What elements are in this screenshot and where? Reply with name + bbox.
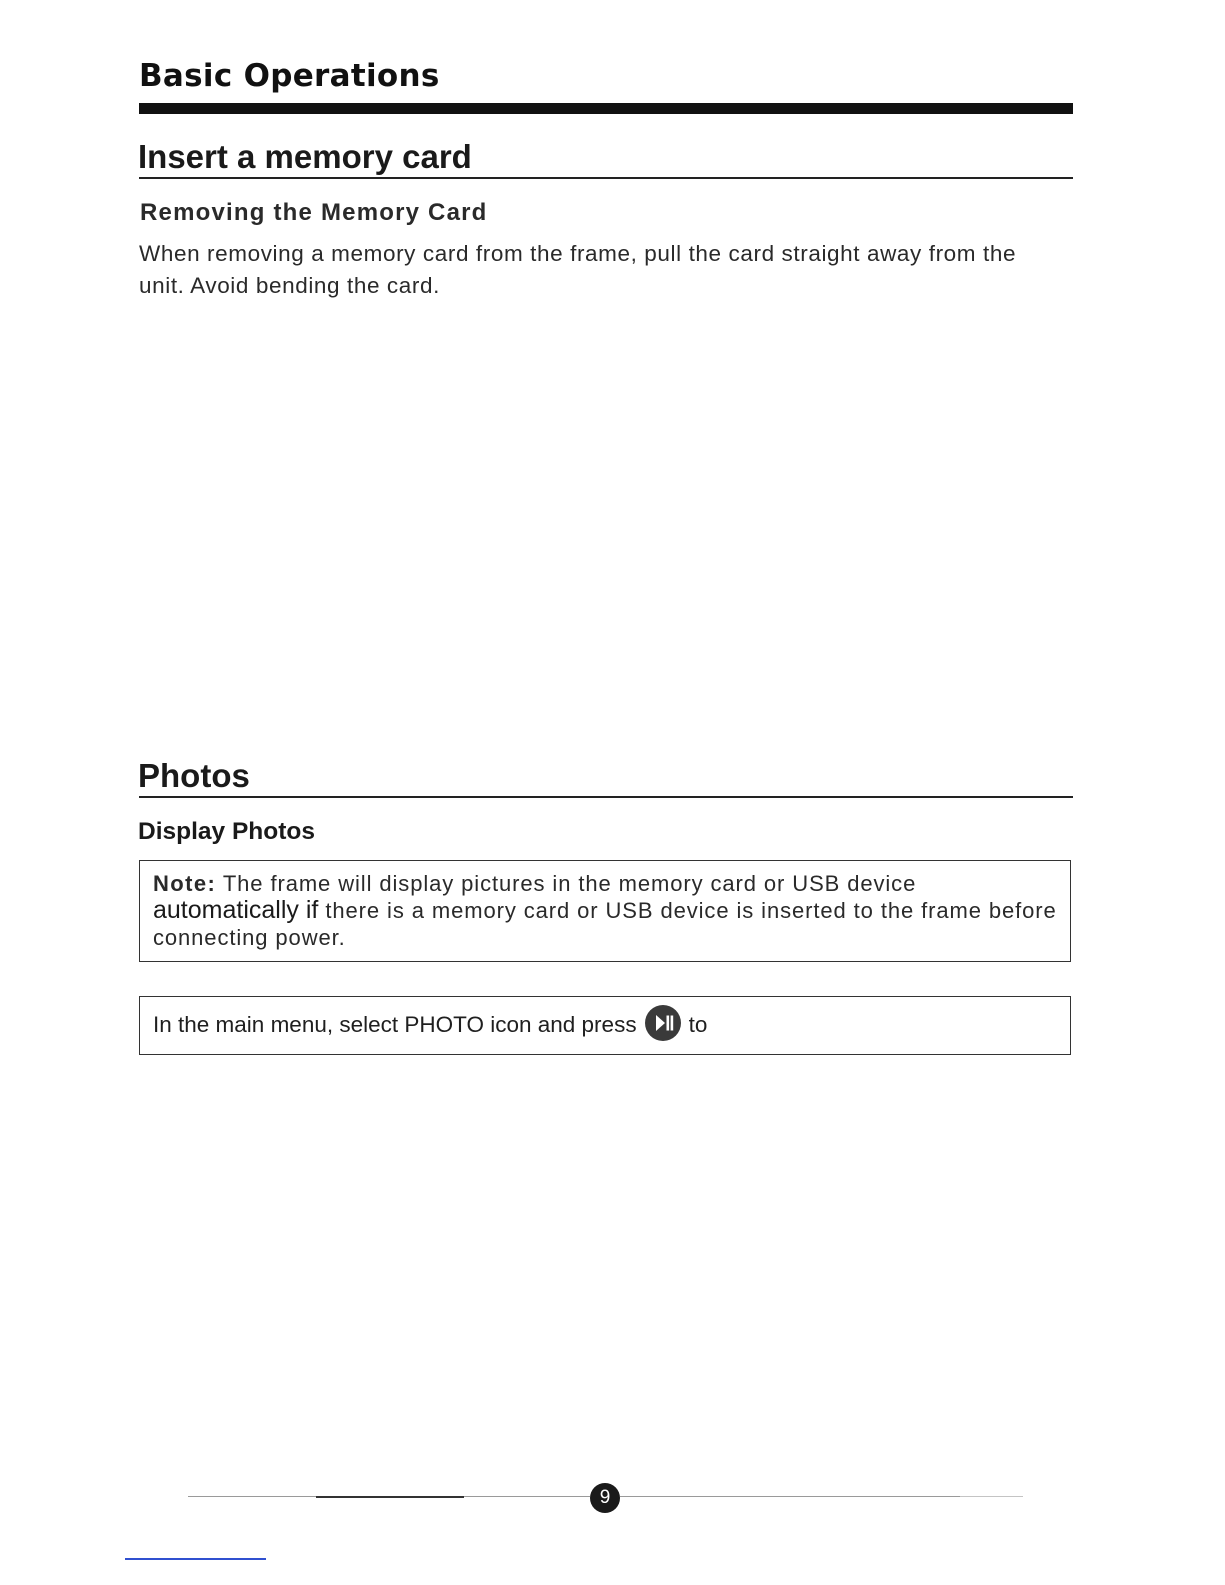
footer-line-left [188, 1496, 316, 1497]
removing-body-text: When removing a memory card from the frame, pull the card straight away from the unit. Avoid bending the card. [139, 241, 1017, 298]
play-pause-icon [645, 1005, 681, 1041]
page-number-badge: 9 [590, 1483, 620, 1513]
footer-line-mid-left [464, 1496, 590, 1497]
subsection-title-display-photos: Display Photos [138, 818, 315, 845]
instruction-box [139, 996, 1071, 1055]
section-title-insert-card: Insert a memory card [138, 138, 472, 175]
instruction-text [153, 1011, 707, 1041]
footer-line-right-end [960, 1496, 1023, 1497]
chapter-rule [139, 103, 1073, 114]
section-rule [139, 177, 1073, 179]
instruction-before-icon: In the main menu, select PHOTO icon and press [153, 1012, 637, 1037]
instruction-after-icon: to [688, 1012, 708, 1037]
note-text [153, 870, 1058, 951]
note-text-part1: The frame will display pictures in the memory card or USB device [216, 871, 917, 896]
chapter-title: Basic Operations [139, 58, 440, 94]
subsection-title-removing: Removing the Memory Card [140, 199, 488, 226]
section-title-photos: Photos [138, 757, 250, 794]
note-label: Note: [153, 871, 217, 896]
footer-line-left-dark [316, 1496, 464, 1498]
note-text-part2: there is a memory card or USB device is inserted to the frame before connecting power. [153, 898, 1057, 950]
section-rule [139, 796, 1073, 798]
bottom-link-underline [125, 1558, 266, 1560]
note-box [139, 860, 1071, 962]
footer-line-right [620, 1496, 960, 1497]
note-emphasis: automatically if [153, 896, 319, 924]
